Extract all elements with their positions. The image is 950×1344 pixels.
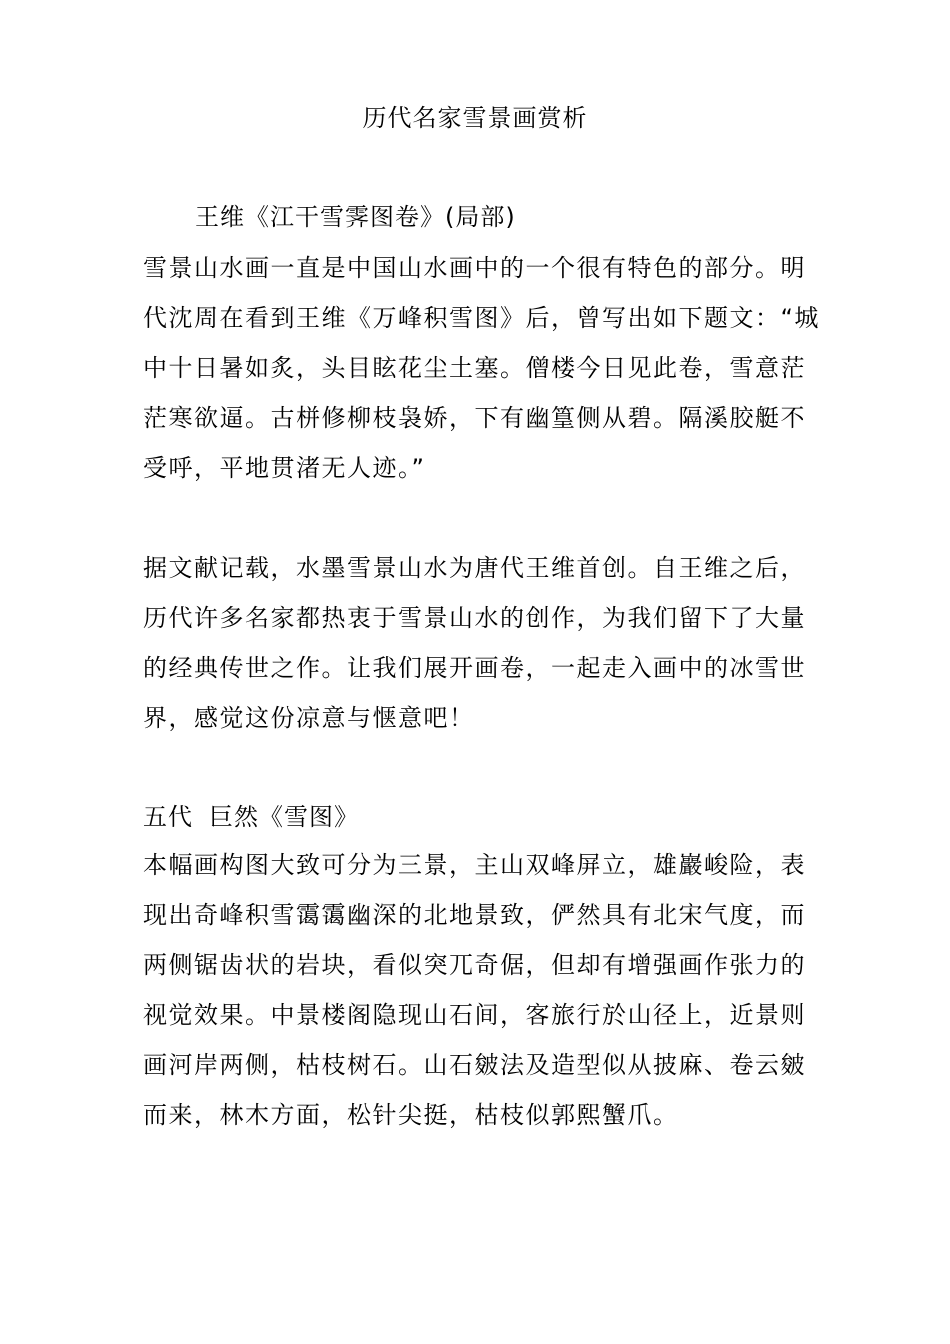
text-line: 历代许多名家都热衷于雪景山水的创作，为我们留下了大量 [143, 604, 806, 632]
page-title: 历代名家雪景画赏析 [362, 104, 588, 132]
text-line: 代沈周在看到王维《万峰积雪图》后，曾写出如下题文：“城 [143, 304, 820, 332]
text-line: 而来，林木方面，松针尖挺，枯枝似郭熙蟹爪。 [143, 1101, 679, 1129]
paragraph-history [143, 543, 823, 743]
text-line: 界，感觉这份凉意与惬意吧！ [143, 704, 475, 732]
text-line: 画河岸两侧，枯枝树石。山石皴法及造型似从披麻、卷云皴 [143, 1051, 806, 1079]
text-line: 茫寒欲逼。古栟修柳枝袅娇，下有幽篁侧从碧。隔溪胶艇不 [143, 404, 806, 432]
section-heading-era: 五代 [143, 803, 193, 831]
text-line: 受呼，平地贯渚无人迹。” [143, 454, 426, 482]
section-heading-wangwei: 王维《江干雪霁图卷》(局部) [195, 203, 516, 231]
section-heading-juran [143, 797, 359, 837]
text-line: 雪景山水画一直是中国山水画中的一个很有特色的部分。明 [143, 254, 806, 282]
text-line: 中十日暑如炙，头目眩花尘土塞。僧楼今日见此卷，雪意茫 [143, 354, 806, 382]
section-heading-work: 巨然《雪图》 [209, 803, 359, 831]
text-line: 据文献记载，水墨雪景山水为唐代王维首创。自王维之后， [143, 554, 806, 582]
paragraph-juran-description [143, 840, 823, 1140]
text-line: 两侧锯齿状的岩块，看似突兀奇倨，但却有增强画作张力的 [143, 951, 806, 979]
paragraph-intro [143, 243, 823, 493]
text-line: 本幅画构图大致可分为三景，主山双峰屏立，雄巖峻险，表 [143, 851, 806, 879]
text-line: 现出奇峰积雪霭霭幽深的北地景致，俨然具有北宋气度，而 [143, 901, 806, 929]
text-line: 视觉效果。中景楼阁隐现山石间，客旅行於山径上，近景则 [143, 1001, 806, 1029]
text-line: 的经典传世之作。让我们展开画卷，一起走入画中的冰雪世 [143, 654, 806, 682]
